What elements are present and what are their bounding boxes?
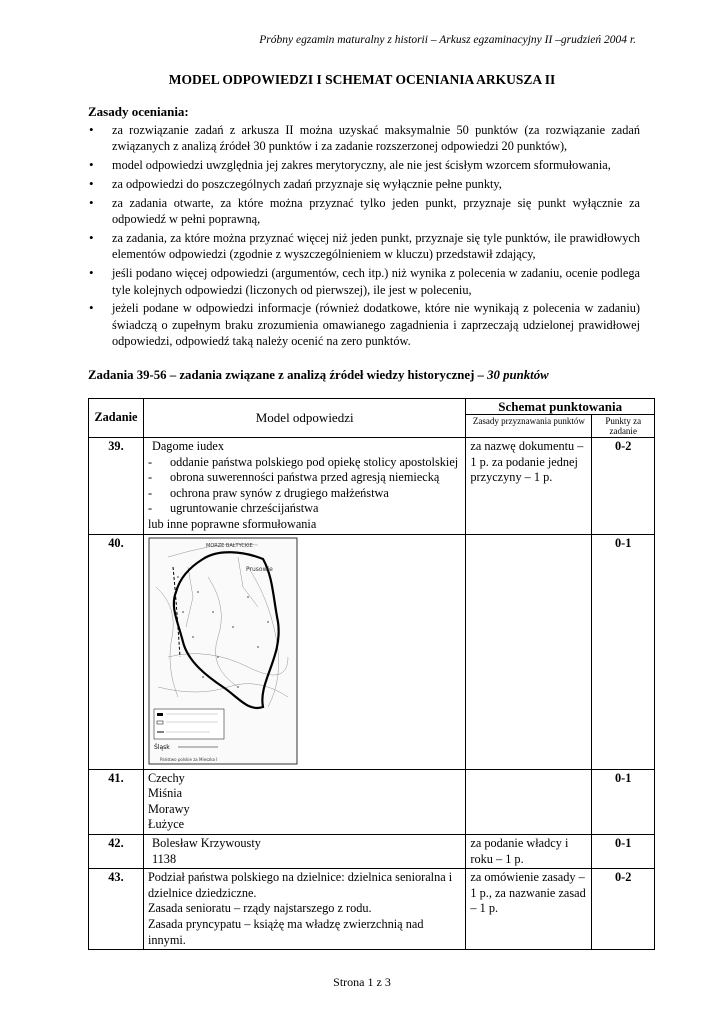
table-row-42 <box>89 834 655 868</box>
answer-item: Łużyce <box>147 817 185 832</box>
answer-line: Zasada pryncypatu – książę ma władzę zwierzchnią nad innymi. <box>147 916 424 947</box>
rule-item: • za odpowiedzi do poszczególnych zadań przyznaje się wyłącznie pełne punkty, <box>88 176 640 192</box>
model-answer <box>143 438 465 535</box>
answer-line: Zasada senioratu – rządy najstarszego z rodu. <box>147 901 372 916</box>
scoring-rules <box>466 769 592 834</box>
rule-item: • za zadania, za które można przyznać więcej niż jeden punkt, przyznaje się tyle punktów, ile prawidłowych elementów odpowiedzi (zgodnie z wyszczególnieniem w kluczu) przedstawił zdający, <box>88 230 640 263</box>
section-heading-main: Zadania 39-56 – zadania związane z analizą źródeł wiedzy historycznej – <box>88 368 488 382</box>
rule-item: • za zadania otwarte, za które można przyznać tylko jeden punkt, przyznaje się punkt wyłącznie za odpowiedź w pełni poprawną, <box>88 195 640 228</box>
rules-list <box>88 122 640 352</box>
map-region-label: Śląsk <box>153 743 170 751</box>
task-number: 42. <box>89 834 144 868</box>
model-answer <box>143 534 465 769</box>
table-row-43 <box>89 869 655 950</box>
answer-item: Morawy <box>147 801 190 816</box>
map-sea-label: MORZE BAŁTYCKIE <box>205 542 253 549</box>
page-footer: Strona 1 z 3 <box>333 975 391 989</box>
col-task-header: Zadanie <box>89 399 144 438</box>
running-header: Próbny egzamin maturalny z historii – Arkusz egzaminacyjny II –grudzień 2004 r. <box>259 34 636 46</box>
answer-line: 1138 <box>151 851 177 866</box>
rule-item: • za rozwiązanie zadań z arkusza II można uzyskać maksymalnie 50 punktów (za rozwiązanie zadań związanych z analizą źródeł 30 punktów i za zadanie rozszerzonej odpowiedzi 20 punktów), <box>88 122 640 155</box>
task-number: 40. <box>89 534 144 769</box>
table-row-39 <box>89 438 655 535</box>
col-model-header: Model odpowiedzi <box>143 399 465 438</box>
task-number: 43. <box>89 869 144 950</box>
answer-line: Bolesław Krzywousty <box>151 835 261 850</box>
rule-item: • model odpowiedzi uwzględnia jej zakres merytoryczny, ale nie jest ścisłym wzorcem sformułowania, <box>88 157 640 173</box>
map-image <box>148 537 298 767</box>
table-row-41 <box>89 769 655 834</box>
answer-item: Miśnia <box>147 786 183 801</box>
answer-item: - ugruntowanie chrześcijaństwa <box>148 501 461 517</box>
model-answer <box>143 869 465 950</box>
table-header-row <box>89 399 655 415</box>
scoring-rules: za omówienie zasady – 1 p., za nazwanie zasad – 1 p. <box>466 869 592 950</box>
table-row-40 <box>89 534 655 769</box>
points-value: 0-1 <box>592 834 655 868</box>
answer-item: - obrona suwerenności państwa przed agresją niemiecką <box>148 470 461 486</box>
col-scheme-header: Schemat punktowania <box>466 399 655 415</box>
answer-line: Podział państwa polskiego na dzielnice: dzielnica senioralna i dzielnice dziedziczne. <box>147 870 453 900</box>
rule-item: • jeśli podano więcej odpowiedzi (argumentów, cech itp.) niż wynika z polecenia w zadaniu, ocenie podlega tyle kolejnych odpowiedzi (liczonych od pierwszej), ile jest w poleceniu, <box>88 265 640 298</box>
points-value: 0-2 <box>592 438 655 535</box>
col-rules-header: Zasady przyznawania punktów <box>466 415 592 438</box>
points-value: 0-1 <box>592 534 655 769</box>
document-title: MODEL ODPOWIEDZI I SCHEMAT OCENIANIA ARKUSZA II <box>168 72 556 87</box>
answer-outro: lub inne poprawne sformułowania <box>147 516 317 531</box>
col-points-header: Punkty za zadanie <box>592 415 655 438</box>
section-heading-points: 30 punktów <box>487 368 549 382</box>
answer-item: - ochrona praw synów z drugiego małżeństwa <box>148 486 461 502</box>
scoring-rules <box>466 534 592 769</box>
model-answer <box>143 769 465 834</box>
rules-heading: Zasady oceniania: <box>88 104 189 119</box>
answer-intro: Dagome iudex <box>151 439 225 453</box>
historical-map <box>148 537 298 767</box>
points-value: 0-1 <box>592 769 655 834</box>
model-answer <box>143 834 465 868</box>
task-number: 41. <box>89 769 144 834</box>
section-heading <box>88 368 549 383</box>
map-caption: Państwo polskie za Mieszka I <box>159 756 218 762</box>
task-number: 39. <box>89 438 144 535</box>
map-prussians-label: Prusowie <box>245 565 273 573</box>
answer-item: Czechy <box>147 770 185 785</box>
answer-table <box>88 398 655 950</box>
rule-item: • jeżeli podane w odpowiedzi informacje (również dodatkowe, które nie wynikają z polecenia w zadaniu) świadczą o zupełnym braku zrozumienia omawianego zagadnienia i zaprzeczają udzielonej prawidłowej odpowiedzi, odpowiedź taką należy ocenić na zero punktów. <box>88 300 640 349</box>
answer-item: - oddanie państwa polskiego pod opiekę stolicy apostolskiej <box>148 455 461 471</box>
scoring-rules: za nazwę dokumentu – 1 p. za podanie jednej przyczyny – 1 p. <box>466 438 592 535</box>
scoring-rules: za podanie władcy i roku – 1 p. <box>466 834 592 868</box>
points-value: 0-2 <box>592 869 655 950</box>
